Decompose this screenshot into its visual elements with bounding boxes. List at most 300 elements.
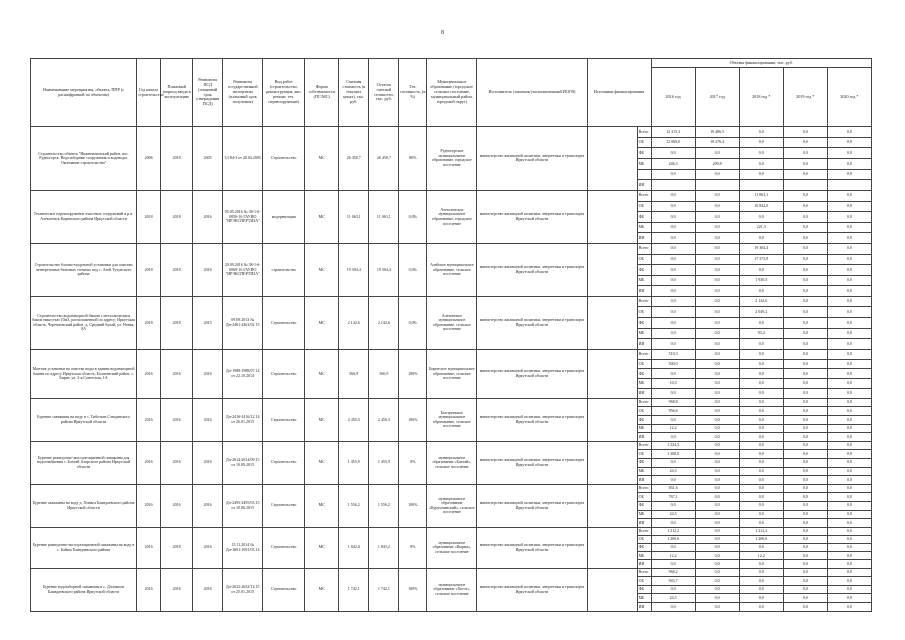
funding-value: 0,0	[739, 137, 783, 148]
funding-value: 0,0	[827, 318, 871, 329]
funding-value: 1 200,0	[739, 535, 783, 543]
header-design: Реквизиты ПСД (плановый срок утверждения ПСД)	[193, 59, 223, 127]
funding-value: 24,5	[651, 594, 695, 603]
funding-value: 0,0	[739, 519, 783, 528]
funding-value: 0,0	[651, 275, 695, 286]
header-work-type: Вид работ (строительство, реконструкция, кап. ремонт, тех. перевооружение)	[263, 59, 305, 127]
funding-value: 0,0	[783, 603, 827, 612]
row-work-type: Строительство	[263, 127, 305, 191]
funding-value: 19 304,4	[739, 243, 783, 254]
funding-value: 0,0	[651, 433, 695, 442]
row-year-start: 2016	[137, 484, 161, 527]
funding-source: Всего	[637, 243, 651, 254]
row-ownership: МС	[305, 349, 339, 398]
funding-value: 0,0	[739, 594, 783, 603]
row-design: 2015	[193, 296, 223, 349]
funding-value: 0,0	[739, 441, 783, 450]
row-readiness: 0%	[399, 441, 427, 484]
sources-spacer	[587, 484, 637, 527]
funding-value: 246,3	[651, 158, 695, 169]
funding-value: 0,0	[827, 265, 871, 276]
funding-value: 0,0	[783, 379, 827, 389]
funding-value: 0,0	[695, 286, 739, 297]
row-expertise: Дп-1988-1988/07.14 от 22.10.2014	[223, 349, 263, 398]
funding-value: 0,0	[783, 398, 827, 407]
row-plan-year: 2018	[161, 527, 193, 568]
row-expertise: 3-184-3 от 20.04.2005	[223, 127, 263, 191]
funding-value: 956,6	[651, 407, 695, 416]
funding-value: 0,0	[783, 190, 827, 201]
header-ownership: Форма собственности (ПС/МС)	[305, 59, 339, 127]
funding-value: 24,5	[651, 510, 695, 519]
funding-value: 0,0	[827, 424, 871, 433]
funding-value: 0,0	[739, 127, 783, 138]
row-expertise: 05.05.2016 № 38-1-6-0050-16 ГАУИО "ИРЭКСПЕРТИЗА"	[223, 190, 263, 243]
funding-source: ОБ	[637, 493, 651, 502]
funding-value: 0,0	[695, 424, 739, 433]
funding-value: 0,0	[783, 535, 827, 543]
funding-source: ИИ	[637, 603, 651, 612]
funding-value: 0,0	[783, 501, 827, 510]
row-year-start: 2018	[137, 243, 161, 296]
funding-source: МБ	[637, 594, 651, 603]
row-design: 2016	[193, 349, 223, 398]
row-readiness: 0%	[399, 527, 427, 568]
funding-value: 0,0	[783, 450, 827, 459]
row-ownership: МС	[305, 190, 339, 243]
funding-value: 968,2	[651, 568, 695, 577]
funding-value: 221,3	[739, 222, 783, 233]
funding-value: 0,0	[827, 501, 871, 510]
row-work-type: Строительство	[263, 568, 305, 611]
row-year-start: 2016	[137, 441, 161, 484]
funding-value: 0,0	[695, 201, 739, 212]
funding-value: 1 930,5	[739, 275, 783, 286]
funding-value: 0,0	[651, 212, 695, 223]
funding-value: 0,0	[739, 158, 783, 169]
funding-value: 767,1	[651, 493, 695, 502]
funding-value: 10 276,4	[695, 137, 739, 148]
table-row	[31, 349, 872, 359]
funding-value: 0,0	[695, 359, 739, 369]
funding-table	[30, 58, 872, 612]
row-name: Строительство объекта "Нижнеилимский район, пос. Рудногорск. Водозаборные сооружения и водоводы. Окончание строительства"	[31, 127, 137, 191]
row-cost: 1 842,0	[339, 527, 369, 568]
funding-value: 0,0	[695, 254, 739, 265]
funding-value: 0,0	[783, 265, 827, 276]
table-row	[31, 568, 872, 577]
funding-source: ФБ	[637, 265, 651, 276]
funding-value: 0,0	[783, 594, 827, 603]
row-year-start: 2016	[137, 527, 161, 568]
funding-source: Всего	[637, 441, 651, 450]
row-work-type: Строительство	[263, 398, 305, 441]
funding-value: 0,0	[695, 307, 739, 318]
row-readiness: 100%	[399, 484, 427, 527]
funding-value: 0,0	[783, 275, 827, 286]
funding-value: 0,0	[783, 407, 827, 416]
funding-value: 0,0	[695, 296, 739, 307]
row-name: Техническое перевооружение очистных сооружений в р.п. Алексеевск Киренского района Иркутской области	[31, 190, 137, 243]
funding-value	[827, 180, 871, 191]
row-plan-year: 2016	[161, 484, 193, 527]
header-name: Наименование мероприятия, объекта, ППР (с расшифровкой по объектам)	[31, 59, 137, 127]
header-2017: 2017 год	[695, 68, 739, 127]
funding-value: 0,0	[695, 484, 739, 493]
funding-value: 0,0	[739, 398, 783, 407]
funding-value: 0,0	[695, 519, 739, 528]
funding-value: 0,0	[827, 296, 871, 307]
row-design: 2005	[193, 127, 223, 191]
funding-source: ИИ	[637, 560, 651, 568]
funding-value: 510,3	[651, 349, 695, 359]
funding-value: 0,0	[651, 458, 695, 467]
row-cost: 11 063,1	[339, 190, 369, 243]
funding-source: МБ	[637, 379, 651, 389]
funding-value: 0,0	[695, 416, 739, 425]
funding-value: 0,0	[827, 349, 871, 359]
funding-value: 0,0	[783, 369, 827, 379]
funding-value: 0,0	[739, 339, 783, 350]
funding-source: ФБ	[637, 369, 651, 379]
table-body	[31, 127, 872, 612]
row-municipality: Алексеевское муниципальное образование, городское поселение	[427, 190, 477, 243]
funding-value: 0,0	[827, 233, 871, 244]
header-funding: Объемы финансирования, тыс. руб.	[651, 59, 871, 68]
funding-value: 0,0	[783, 296, 827, 307]
funding-source: ФБ	[637, 585, 651, 594]
funding-source: МБ	[637, 222, 651, 233]
funding-value: 0,0	[783, 476, 827, 485]
row-cost: 19 304,4	[339, 243, 369, 296]
funding-value: 0,0	[695, 535, 739, 543]
funding-source: ФБ	[637, 416, 651, 425]
row-ownership: МС	[305, 398, 339, 441]
funding-value: 0,0	[783, 510, 827, 519]
sources-spacer	[587, 296, 637, 349]
row-remaining: 1 556,2	[369, 484, 399, 527]
funding-value: 24,3	[651, 467, 695, 476]
funding-value: 0,0	[695, 233, 739, 244]
funding-value: 0,0	[827, 441, 871, 450]
funding-value: 0,0	[827, 379, 871, 389]
row-municipality: Азейское муниципальное образование, сельское поселение	[427, 243, 477, 296]
row-name: Строительство блочно-модульной установки для очистки четвертичных-бытовых сточных вод с. Азей Тулунского района	[31, 243, 137, 296]
funding-value: 0,0	[739, 568, 783, 577]
funding-value: 2 049,2	[739, 307, 783, 318]
funding-value: 0,0	[783, 389, 827, 399]
funding-value: 0,0	[739, 424, 783, 433]
funding-value: 0,0	[695, 318, 739, 329]
row-plan-year: 2016	[161, 349, 193, 398]
funding-value: 0,0	[695, 603, 739, 612]
funding-value: 0,0	[827, 577, 871, 586]
funding-source: ФБ	[637, 212, 651, 223]
funding-value: 209,8	[695, 158, 739, 169]
funding-value: 0,0	[651, 296, 695, 307]
sources-spacer	[587, 190, 637, 243]
funding-value: 0,0	[783, 212, 827, 223]
funding-value: 0,0	[827, 450, 871, 459]
table-row	[31, 296, 872, 307]
funding-source: МБ	[637, 467, 651, 476]
funding-value: 0,0	[695, 222, 739, 233]
funding-value: 0,0	[651, 307, 695, 318]
funding-value: 0,0	[695, 501, 739, 510]
funding-value: 0,0	[783, 222, 827, 233]
table-row	[31, 398, 872, 407]
funding-value: 0,0	[651, 201, 695, 212]
funding-value: 0,0	[695, 552, 739, 560]
funding-value: 0,0	[739, 603, 783, 612]
sources-spacer	[587, 527, 637, 568]
row-readiness: 100%	[399, 349, 427, 398]
row-readiness: 80%	[399, 127, 427, 191]
funding-value: 0,0	[827, 493, 871, 502]
funding-source: ФБ	[637, 148, 651, 159]
funding-value: 0,0	[783, 577, 827, 586]
row-year-start: 2018	[137, 190, 161, 243]
row-ownership: МС	[305, 296, 339, 349]
table-row	[31, 190, 872, 201]
funding-value: 943,7	[651, 577, 695, 586]
row-executor: министерство жилищной политики, энергетики и транспорта Иркутской области	[477, 127, 587, 191]
header-2020: 2020 год *	[827, 68, 871, 127]
row-name: Бурение скважины на воду в с. Тибельти Слюдянского района Иркутской области	[31, 398, 137, 441]
funding-value: 500,0	[651, 359, 695, 369]
funding-value: 0,0	[827, 535, 871, 543]
funding-value: 0,0	[827, 307, 871, 318]
funding-value: 12,2	[651, 424, 695, 433]
table-row	[31, 243, 872, 254]
funding-value: 0,0	[739, 369, 783, 379]
funding-value: 0,0	[739, 433, 783, 442]
row-year-start: 2016	[137, 568, 161, 611]
row-executor: министерство жилищной политики, энергетики и транспорта Иркутской области	[477, 190, 587, 243]
funding-value: 1 300,0	[651, 450, 695, 459]
funding-source: ОБ	[637, 137, 651, 148]
funding-value: 0,0	[695, 450, 739, 459]
sources-spacer	[587, 243, 637, 296]
funding-value: 0,0	[783, 349, 827, 359]
funding-value: 93,4	[739, 328, 783, 339]
row-year-start: 2018	[137, 296, 161, 349]
funding-value: 0,0	[739, 212, 783, 223]
funding-value: 0,0	[827, 476, 871, 485]
funding-value	[739, 180, 783, 191]
row-work-type: Строительство	[263, 484, 305, 527]
funding-value: 0,0	[651, 243, 695, 254]
funding-value: 0,0	[695, 212, 739, 223]
funding-value: 0,0	[827, 568, 871, 577]
funding-value: 0,0	[783, 127, 827, 138]
funding-value: 0,0	[783, 544, 827, 552]
funding-value: 12 069,0	[651, 137, 695, 148]
row-expertise: Дп-2614-2614/09.15 от 10.09.2015	[223, 441, 263, 484]
row-cost: 1 556,2	[339, 484, 369, 527]
funding-value: 0,0	[827, 359, 871, 369]
funding-source: ФБ	[637, 501, 651, 510]
funding-value: 0,0	[695, 594, 739, 603]
funding-value: 0,0	[651, 544, 695, 552]
row-ownership: МС	[305, 484, 339, 527]
funding-value: 0,0	[739, 349, 783, 359]
row-executor: министерство жилищной политики, энергетики и транспорта Иркутской области	[477, 349, 587, 398]
row-municipality: муниципальное образование «Бахтай», сельское поселение	[427, 441, 477, 484]
funding-source: ИИ	[637, 433, 651, 442]
funding-source: ОБ	[637, 535, 651, 543]
row-work-type: Строительство	[263, 527, 305, 568]
funding-value: 0,0	[695, 190, 739, 201]
row-municipality: Биритское муниципальное образование, сельское поселение	[427, 349, 477, 398]
funding-value: 0,0	[695, 243, 739, 254]
row-municipality: муниципальное образование «Кырма», сельское поселение	[427, 527, 477, 568]
header-cost: Сметная стоимость (в текущих ценах), тыс. руб.	[339, 59, 369, 127]
row-design: 2016	[193, 398, 223, 441]
funding-value: 0,0	[827, 510, 871, 519]
row-work-type: модернизация	[263, 190, 305, 243]
row-work-type: Строительство	[263, 349, 305, 398]
funding-value: 11 063,1	[739, 190, 783, 201]
funding-source: МБ	[637, 552, 651, 560]
funding-source: ОБ	[637, 450, 651, 459]
funding-value: 968,8	[651, 398, 695, 407]
sources-spacer	[587, 398, 637, 441]
row-plan-year: 2018	[161, 296, 193, 349]
row-design: 2016	[193, 243, 223, 296]
funding-source: Всего	[637, 398, 651, 407]
row-plan-year: 2018	[161, 190, 193, 243]
funding-value: 1 324,3	[651, 441, 695, 450]
funding-value: 12,2	[651, 552, 695, 560]
funding-value: 0,0	[783, 233, 827, 244]
row-name: Строительство водонапорной башни с металлическим баком емкостью 10м3, расположенной по адресу: Иркутская область, Черемховский район, д. Средний Булай, ул. Новая, 8А	[31, 296, 137, 349]
row-design: 2016	[193, 441, 223, 484]
funding-value: 0,0	[651, 603, 695, 612]
funding-value: 0,0	[783, 552, 827, 560]
funding-value: 0,0	[783, 307, 827, 318]
row-executor: министерство жилищной политики, энергетики и транспорта Иркутской области	[477, 296, 587, 349]
row-work-type: строительство	[263, 243, 305, 296]
row-remaining: 26 450,7	[369, 127, 399, 191]
funding-source: ОБ	[637, 359, 651, 369]
funding-value: 831,6	[651, 484, 695, 493]
row-name: Бурение скважины на воду д. Хиньга Баяндаевского района Иркутской области	[31, 484, 137, 527]
funding-value: 0,0	[827, 389, 871, 399]
funding-value: 0,0	[695, 441, 739, 450]
funding-value: 0,0	[827, 254, 871, 265]
funding-value: 0,0	[651, 222, 695, 233]
funding-value: 0,0	[783, 286, 827, 297]
funding-source: ИИ	[637, 286, 651, 297]
funding-value: 1 212,2	[651, 527, 695, 535]
funding-value: 0,0	[827, 560, 871, 568]
funding-value: 0,0	[827, 190, 871, 201]
funding-value: 0,0	[695, 560, 739, 568]
funding-source: МБ	[637, 328, 651, 339]
funding-value: 0,0	[827, 433, 871, 442]
row-readiness: 0,0%	[399, 190, 427, 243]
funding-value: 0,0	[783, 201, 827, 212]
funding-source: ОБ	[637, 407, 651, 416]
row-municipality: муниципальное образование «Курумчинский», сельское поселение	[427, 484, 477, 527]
row-design: 2016	[193, 568, 223, 611]
funding-source: МБ	[637, 158, 651, 169]
row-name: Бурение разведочно-эксплуатационной скважины для водоснабжения с. Бахтай Аларского района Иркутской области	[31, 441, 137, 484]
table-row	[31, 527, 872, 535]
funding-value: 2 142,6	[739, 296, 783, 307]
funding-value: 0,0	[695, 577, 739, 586]
row-remaining: 11 063,1	[369, 190, 399, 243]
sources-spacer	[587, 441, 637, 484]
table-row	[31, 484, 872, 493]
row-ownership: МС	[305, 243, 339, 296]
funding-source: ОБ	[637, 254, 651, 265]
funding-source: Всего	[637, 568, 651, 577]
row-ownership: МС	[305, 441, 339, 484]
funding-value: 0,0	[783, 339, 827, 350]
row-design: 2016	[193, 527, 223, 568]
row-cost: 2 450,3	[339, 398, 369, 441]
header-year-start: Год начала строительства	[137, 59, 161, 127]
funding-value: 0,0	[827, 212, 871, 223]
funding-value: 0,0	[695, 265, 739, 276]
funding-value: 0,0	[695, 510, 739, 519]
funding-value: 0,0	[695, 275, 739, 286]
header-2019: 2019 год *	[783, 68, 827, 127]
row-ownership: МС	[305, 127, 339, 191]
sources-spacer	[587, 127, 637, 191]
funding-value: 0,0	[783, 493, 827, 502]
row-cost: 26 450,7	[339, 127, 369, 191]
header-remaining: Остаток сметной стоимости, тыс. руб.	[369, 59, 399, 127]
funding-value: 0,0	[783, 416, 827, 425]
funding-value: 0,0	[827, 286, 871, 297]
funding-value: 0,0	[739, 379, 783, 389]
funding-source: ИИ	[637, 180, 651, 191]
row-cost: 566,9	[339, 349, 369, 398]
funding-value: 0,0	[739, 577, 783, 586]
row-remaining: 1 742,1	[369, 568, 399, 611]
funding-value: 10 486,5	[695, 127, 739, 138]
funding-value: 0,0	[695, 339, 739, 350]
header-2018: 2018 год *	[739, 68, 783, 127]
funding-value: 0,0	[783, 359, 827, 369]
funding-value: 0,0	[827, 398, 871, 407]
funding-value: 0,0	[739, 286, 783, 297]
funding-value: 0,0	[739, 407, 783, 416]
row-plan-year: 2018	[161, 127, 193, 191]
funding-value: 0,0	[695, 349, 739, 359]
funding-value: 17 373,9	[739, 254, 783, 265]
row-work-type: Строительство	[263, 441, 305, 484]
funding-value: 0,0	[695, 389, 739, 399]
funding-value: 0,0	[783, 424, 827, 433]
row-plan-year: 2016	[161, 441, 193, 484]
row-municipality: Быстринское муниципальное образование, сельское поселение	[427, 398, 477, 441]
funding-source: ИИ	[637, 476, 651, 485]
funding-value: 0,0	[739, 476, 783, 485]
row-ownership: МС	[305, 527, 339, 568]
row-cost: 1 455,9	[339, 441, 369, 484]
funding-value: 0,0	[651, 254, 695, 265]
table-row	[31, 441, 872, 450]
row-executor: министерство жилищной политики, энергетики и транспорта Иркутской области	[477, 243, 587, 296]
row-plan-year: 2016	[161, 398, 193, 441]
funding-source	[637, 169, 651, 180]
row-readiness: 0,0%	[399, 243, 427, 296]
row-plan-year: 2016	[161, 568, 193, 611]
